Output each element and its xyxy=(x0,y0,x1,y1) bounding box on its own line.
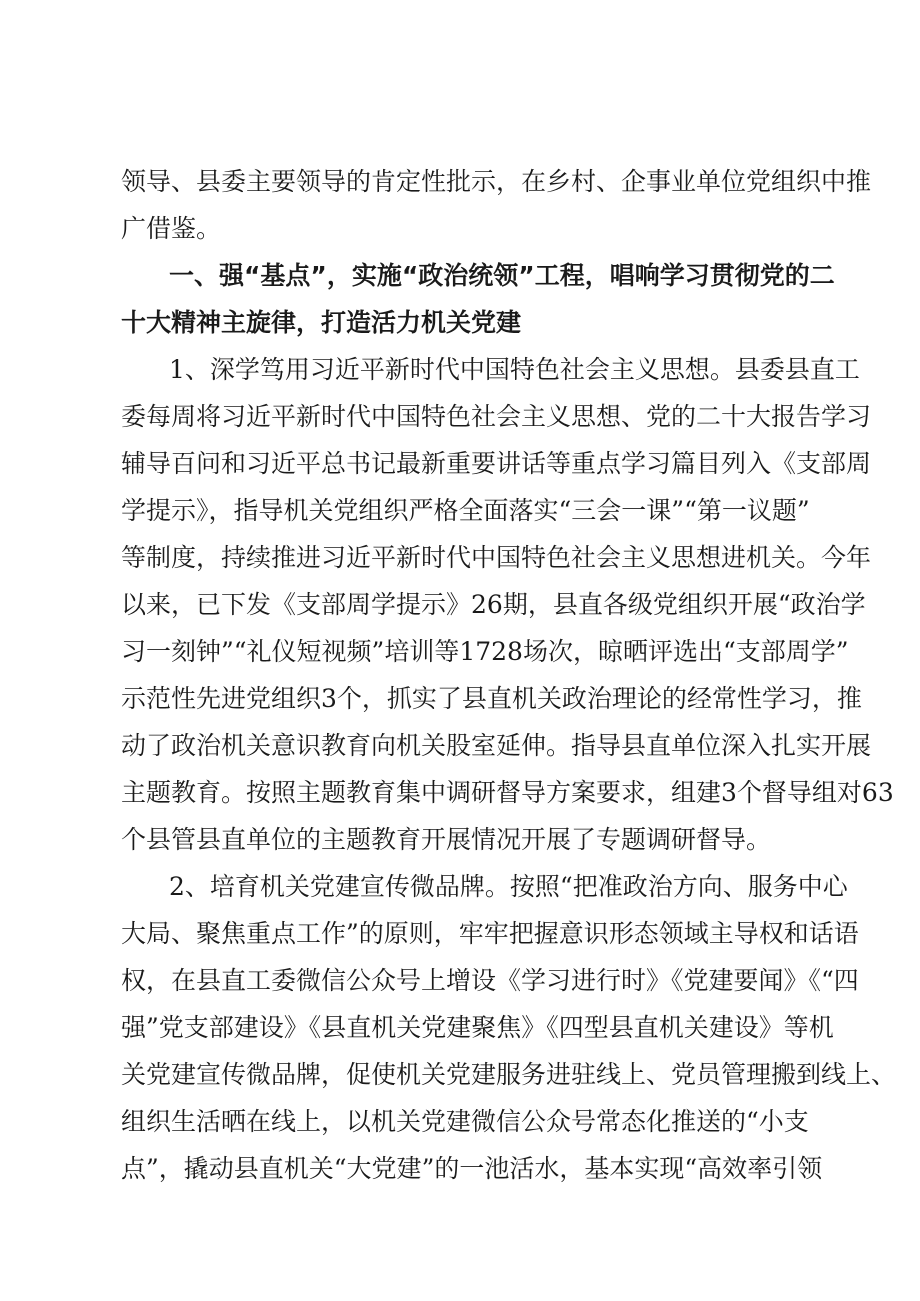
body-text-line: 关党建宣传微品牌，促使机关党建服务进驻线上、党员管理搬到线上、 xyxy=(121,1060,897,1089)
body-text-line: 广借鉴。 xyxy=(121,214,222,243)
body-text-line: 点”，撬动县直机关“大党建”的一池活水，基本实现“高效率引领 xyxy=(121,1154,823,1183)
body-text-line: 动了政治机关意识教育向机关股室延伸。指导县直单位深入扎实开展 xyxy=(121,731,872,760)
body-text-line: 示范性先进党组织3个，抓实了县直机关政治理论的经常性学习，推 xyxy=(121,684,862,713)
body-text-line: 主题教育。按照主题教育集中调研督导方案要求，组建3个督导组对63 xyxy=(121,778,894,807)
body-text-line: 等制度，持续推进习近平新时代中国特色社会主义思想进机关。今年 xyxy=(121,543,872,572)
body-text-line: 委每周将习近平新时代中国特色社会主义思想、党的二十大报告学习 xyxy=(121,402,872,431)
body-text-line: 1、深学笃用习近平新时代中国特色社会主义思想。县委县直工 xyxy=(169,355,860,384)
body-text-line: 大局、聚焦重点工作”的原则，牢牢把握意识形态领域主导权和话语 xyxy=(121,919,859,948)
body-text-line: 个县管县直单位的主题教育开展情况开展了专题调研督导。 xyxy=(121,825,772,854)
body-text-line: 2、培育机关党建宣传微品牌。按照“把准政治方向、服务中心 xyxy=(169,872,848,901)
body-text-line: 辅导百问和习近平总书记最新重要讲话等重点学习篇目列入《支部周 xyxy=(121,449,872,478)
section-heading-line: 一、强“基点”，实施“政治统领”工程，唱响学习贯彻党的二 xyxy=(169,261,835,290)
body-text-line: 强”党支部建设》《县直机关党建聚焦》《四型县直机关建设》等机 xyxy=(121,1013,834,1042)
body-text-line: 组织生活晒在线上，以机关党建微信公众号常态化推送的“小支 xyxy=(121,1107,809,1136)
body-text-line: 权，在县直工委微信公众号上增设《学习进行时》《党建要闻》《“四 xyxy=(121,966,859,995)
body-text-line: 习一刻钟”“礼仪短视频”培训等1728场次，晾晒评选出“支部周学” xyxy=(121,637,849,666)
body-text-line: 领导、县委主要领导的肯定性批示，在乡村、企事业单位党组织中推 xyxy=(121,167,872,196)
section-heading-line: 十大精神主旋律，打造活力机关党建 xyxy=(121,308,522,337)
body-text-line: 以来，已下发《支部周学提示》26期，县直各级党组织开展“政治学 xyxy=(121,590,866,619)
body-text-line: 学提示》，指导机关党组织严格全面落实“三会一课”“第一议题” xyxy=(121,496,810,525)
